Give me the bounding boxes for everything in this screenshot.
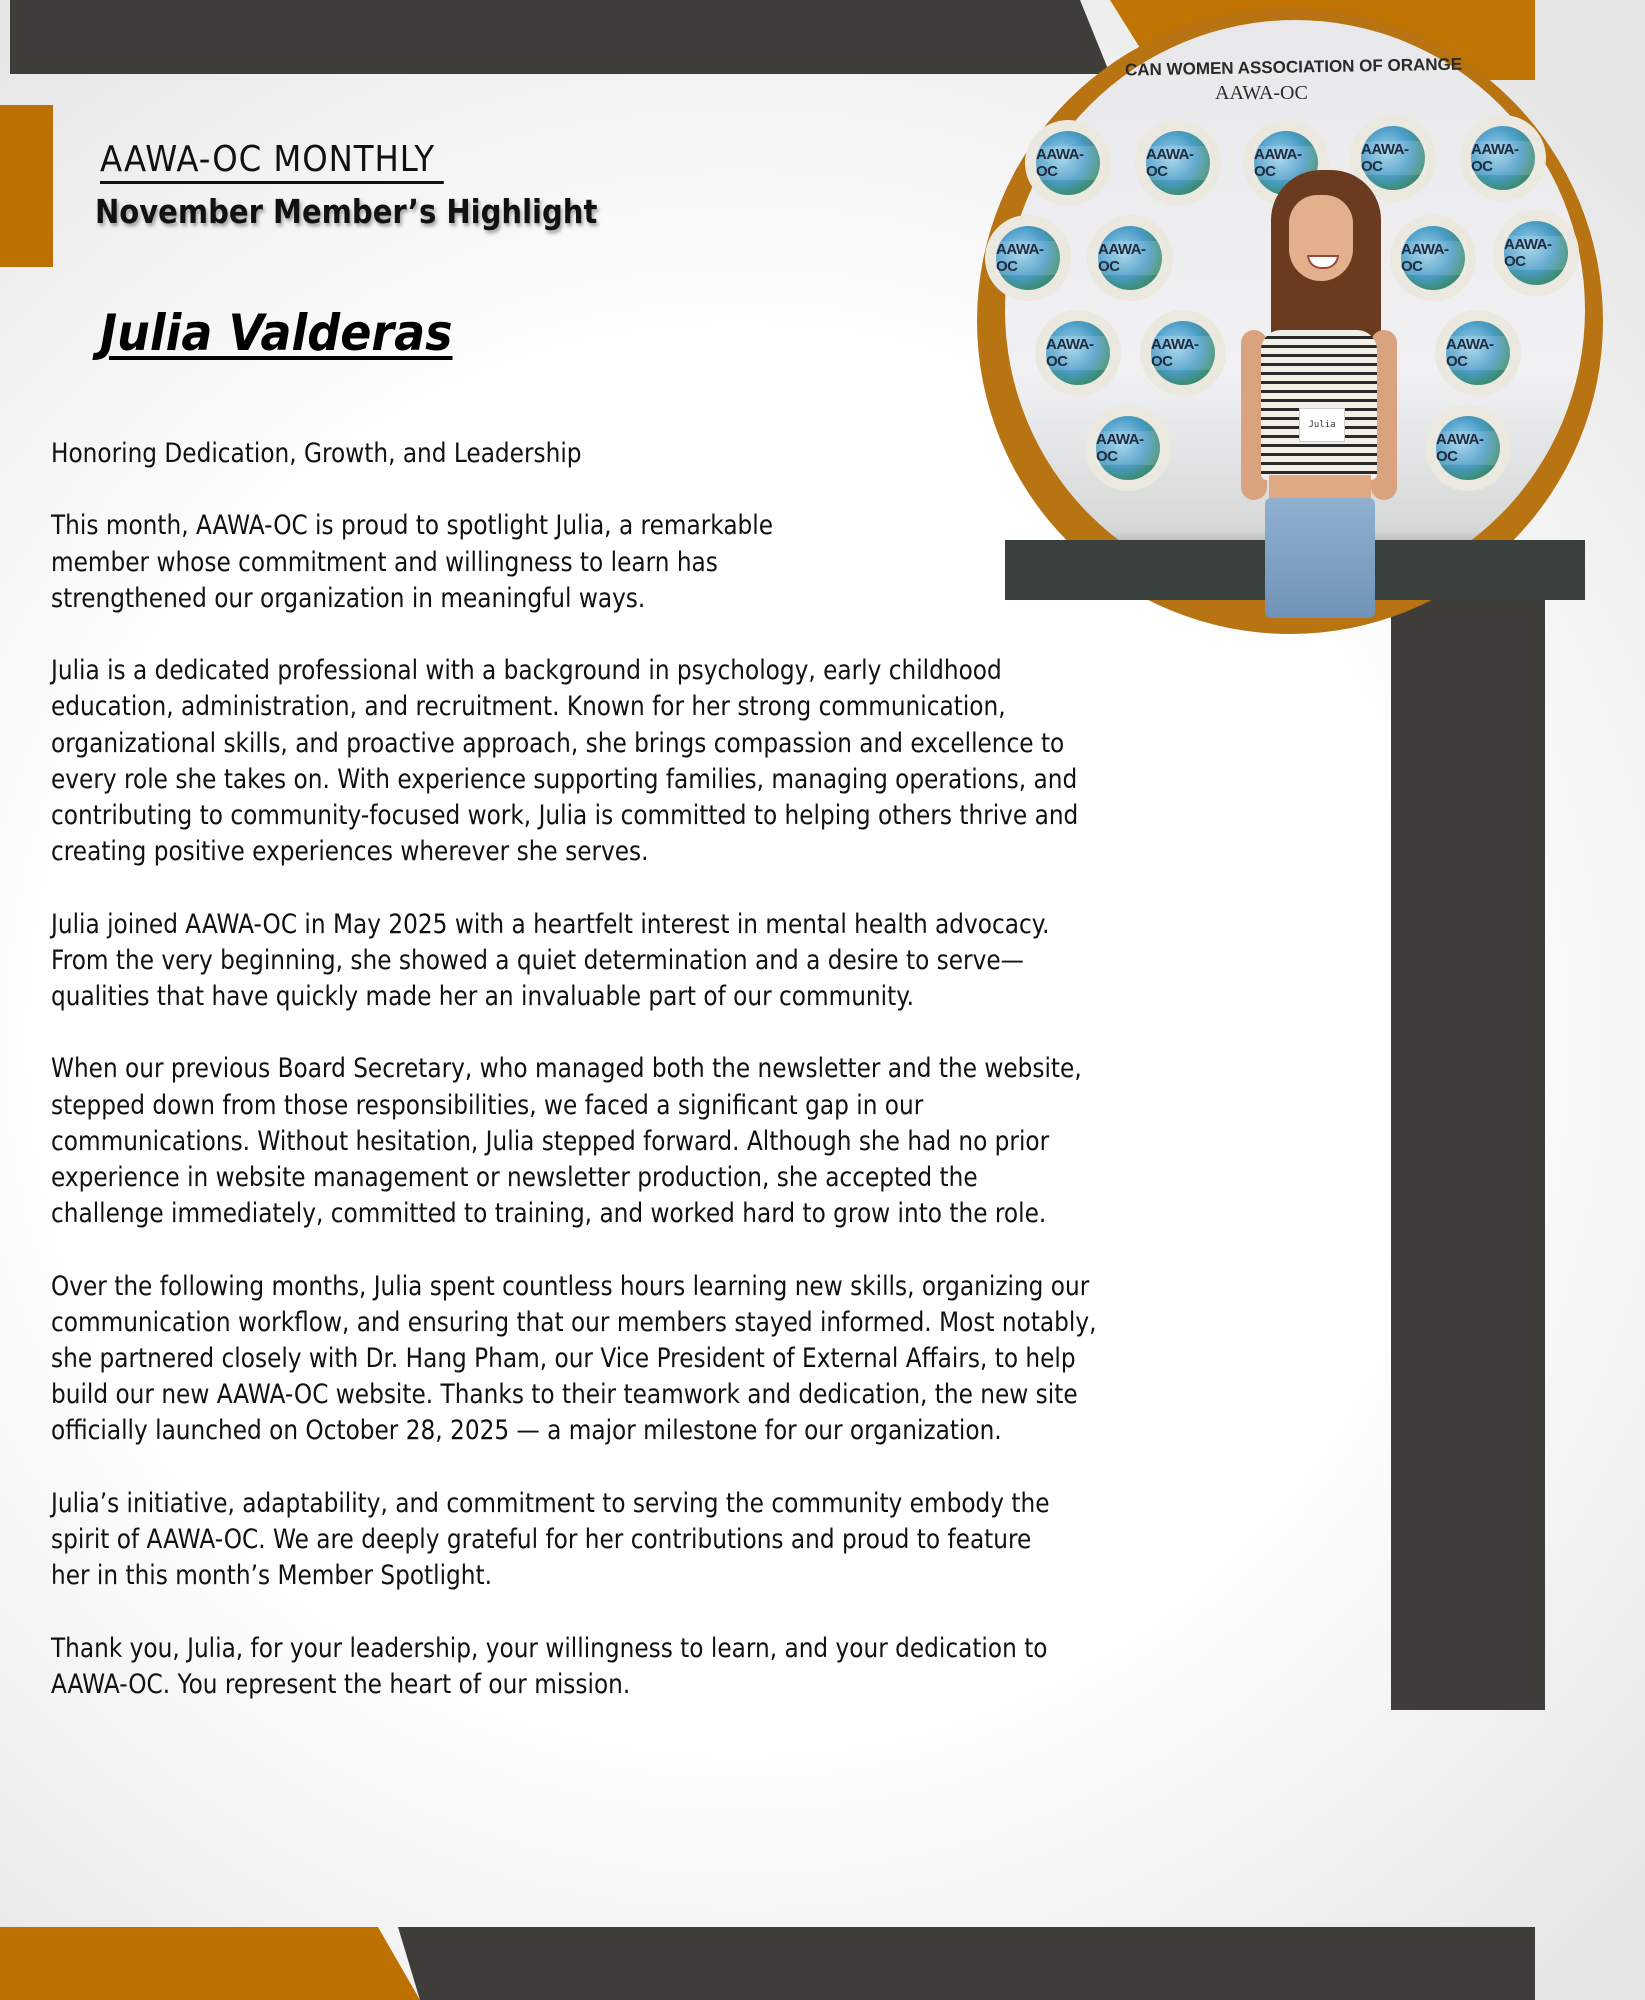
text-line: stepped down from those responsibilities, we faced a significant gap in our [51, 1089, 924, 1121]
text-line: Julia is a dedicated professional with a background in psychology, early childhood [51, 655, 1002, 687]
backdrop-logo [1460, 115, 1546, 201]
text-line: her in this month’s Member Spotlight. [51, 1560, 492, 1592]
logo-label: AAWA-OC [1361, 141, 1425, 175]
name-tag: Julia [1299, 408, 1345, 442]
paragraph [51, 508, 1341, 617]
backdrop-logo [1493, 210, 1579, 296]
logo-label: AAWA-OC [1098, 241, 1162, 275]
backdrop-logo [1140, 310, 1226, 396]
newsletter-subhead: November Member’s Highlight [95, 192, 598, 231]
text-line: Thank you, Julia, for your leadership, your willingness to learn, and your dedication to [51, 1632, 1048, 1664]
text-line: contributing to community-focused work, Julia is committed to helping others thrive and [51, 800, 1079, 831]
backdrop-logo [1135, 120, 1221, 206]
paragraph [51, 653, 1341, 870]
left-orange-accent [0, 105, 53, 267]
backdrop-logo [1087, 215, 1173, 301]
logo-label: AAWA-OC [1096, 431, 1160, 465]
article-tagline [51, 436, 1341, 472]
text-line: qualities that have quickly made her an invaluable part of our community. [51, 981, 915, 1012]
text-line: every role she takes on. With experience supporting families, managing operations, and [51, 763, 1078, 795]
logo-label: AAWA-OC [1436, 431, 1500, 465]
backdrop-banner-subtitle: AAWA-OC [1215, 82, 1308, 104]
text-line: Julia’s initiative, adaptability, and commitment to serving the community embody the [51, 1487, 1050, 1519]
logo-label: AAWA-OC [1446, 336, 1510, 370]
logo-label: AAWA-OC [1504, 236, 1568, 270]
article-body [51, 436, 1341, 1739]
text-line: communication workflow, and ensuring that our members stayed informed. Most notably, [51, 1306, 1097, 1338]
logo-label: AAWA-OC [1151, 336, 1215, 370]
backdrop-banner-title: CAN WOMEN ASSOCIATION OF ORANGE [1124, 54, 1463, 80]
text-line: When our previous Board Secretary, who managed both the newsletter and the website, [51, 1053, 1082, 1085]
logo-label: AAWA-OC [996, 241, 1060, 275]
text-line: spirit of AAWA-OC. We are deeply grateful for her contributions and proud to feature [51, 1524, 1032, 1555]
text-line: AAWA-OC. You represent the heart of our mission. [51, 1668, 631, 1700]
text-line: build our new AAWA-OC website. Thanks to their teamwork and dedication, the new site [51, 1379, 1078, 1411]
member-name: Julia Valderas [100, 304, 453, 362]
bottom-dark-bar [398, 1927, 1535, 2000]
backdrop-logo [985, 215, 1071, 301]
logo-label: AAWA-OC [1254, 146, 1318, 180]
newsletter-kicker: AAWA-OC MONTHLY [100, 139, 444, 184]
text-line: strengthened our organization in meaningful ways. [51, 582, 646, 614]
text-line: organizational skills, and proactive approach, she brings compassion and excellence to [51, 727, 1065, 759]
text-line: challenge immediately, committed to training, and worked hard to grow into the role. [51, 1198, 1047, 1230]
text-line: Julia joined AAWA-OC in May 2025 with a heartfelt interest in mental health advocacy. [51, 908, 1050, 940]
text-line: she partnered closely with Dr. Hang Pham, our Vice President of External Affairs, to help [51, 1343, 1076, 1374]
top-dark-bar [10, 0, 1110, 74]
paragraph [51, 1486, 1341, 1595]
text-line: From the very beginning, she showed a quiet determination and a desire to serve— [51, 944, 1024, 976]
backdrop-logo [1035, 310, 1121, 396]
logo-label: AAWA-OC [1471, 141, 1535, 175]
text-line: Over the following months, Julia spent countless hours learning new skills, organizing our [51, 1270, 1090, 1302]
backdrop-logo [1435, 310, 1521, 396]
paragraph [51, 1269, 1341, 1450]
text-line: This month, AAWA-OC is proud to spotlight Julia, a remarkable [51, 510, 774, 542]
text-line: officially launched on October 28, 2025 — a major milestone for our organization. [51, 1415, 1002, 1447]
logo-label: AAWA-OC [1046, 336, 1110, 370]
text-line: communications. Without hesitation, Julia stepped forward. Although she had no prior [51, 1125, 1050, 1157]
right-dark-bar [1391, 560, 1545, 1710]
backdrop-logo [1025, 120, 1111, 206]
logo-label: AAWA-OC [1146, 146, 1210, 180]
paragraph [51, 1631, 1341, 1703]
text-line: member whose commitment and willingness to learn has [51, 546, 718, 578]
text-line: creating positive experiences wherever she serves. [51, 836, 649, 868]
tagline-text: Honoring Dedication, Growth, and Leadership [51, 438, 582, 469]
backdrop-logo [1425, 405, 1511, 491]
text-line: education, administration, and recruitment. Known for her strong communication, [51, 691, 1006, 723]
paragraph [51, 907, 1341, 1016]
logo-label: AAWA-OC [1401, 241, 1465, 275]
logo-label: AAWA-OC [1036, 146, 1100, 180]
text-line: experience in website management or newsletter production, she accepted the [51, 1162, 978, 1193]
paragraph [51, 1051, 1341, 1232]
bottom-orange-bar [0, 1927, 420, 2000]
